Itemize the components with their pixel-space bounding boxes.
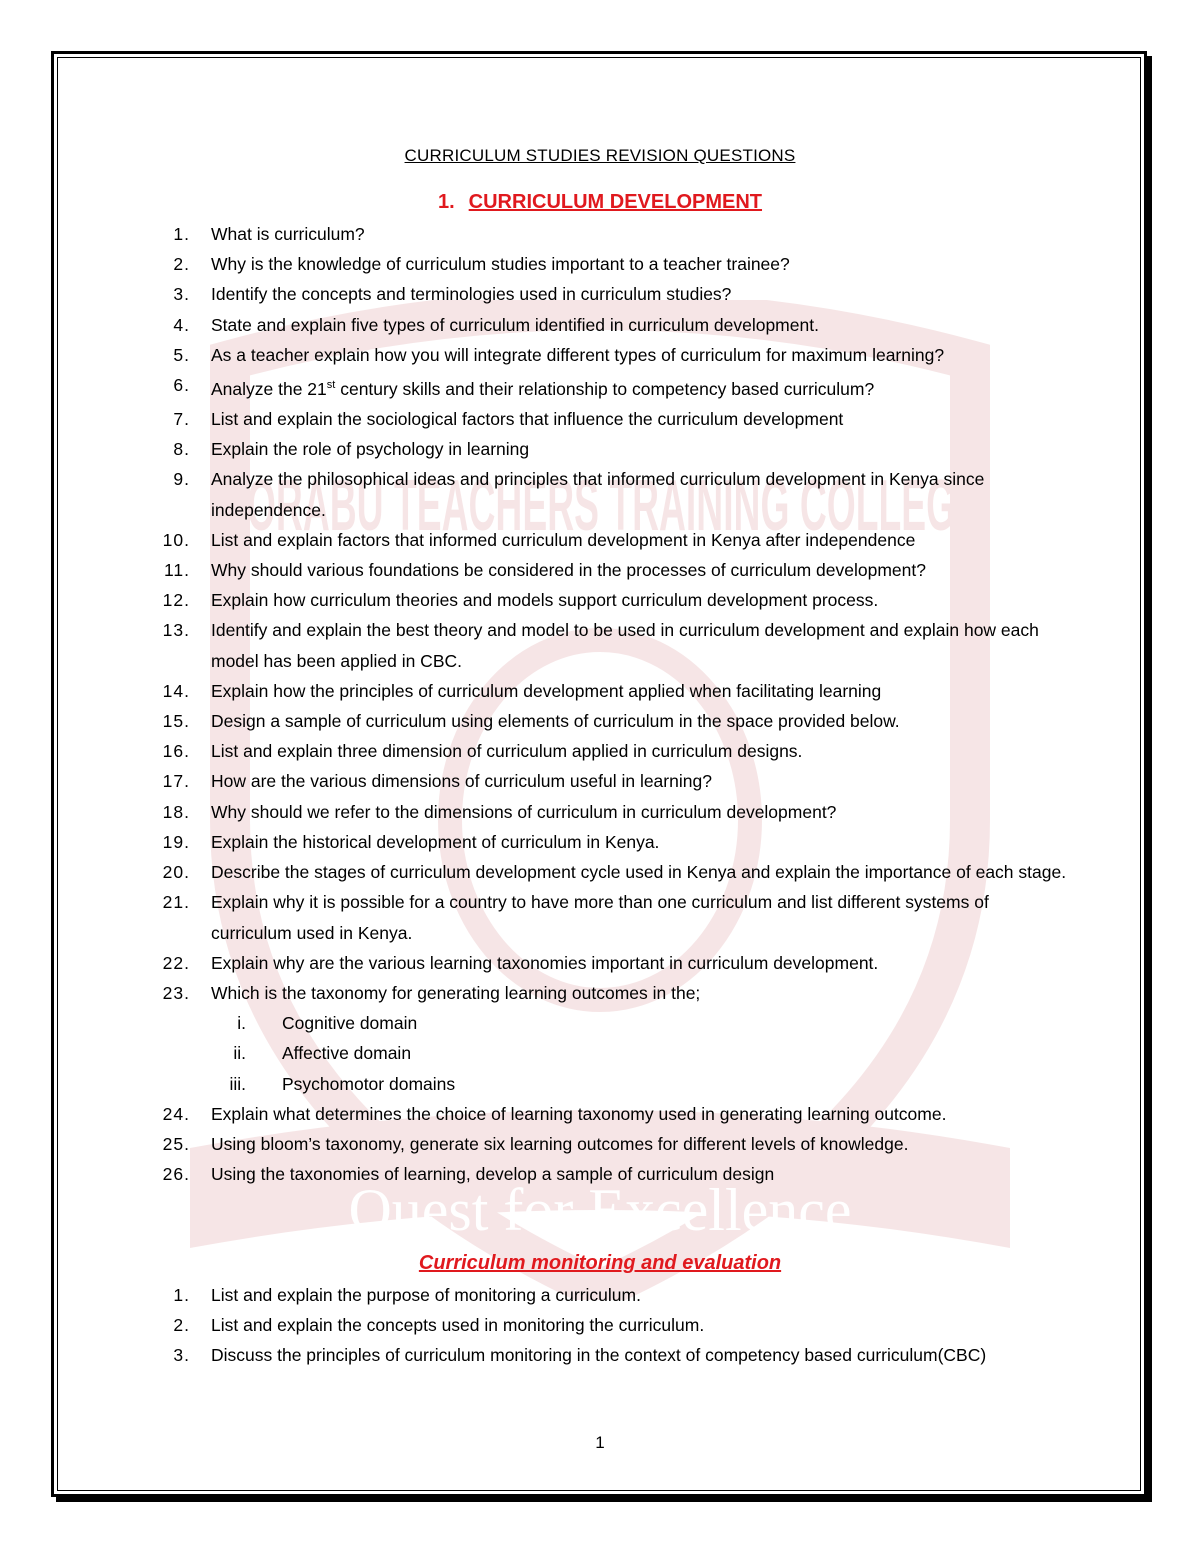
question-number: 12. [162, 590, 190, 611]
question-number: 8. [173, 439, 190, 460]
question-item [0, 1340, 1200, 1370]
question-number: 13. [162, 620, 190, 641]
sub-question-item [0, 1069, 1200, 1099]
question-item [0, 1129, 1200, 1159]
question-text: Why should various foundations be considered in the processes of curriculum development? [211, 560, 926, 581]
question-number: 1. [173, 1285, 190, 1305]
curriculum-development-questions [0, 219, 1200, 1189]
question-number: 16. [162, 741, 190, 762]
question-number: 10. [162, 529, 190, 550]
question-item [0, 464, 1200, 524]
section-heading-curriculum-development [0, 191, 1200, 214]
question-item [0, 676, 1200, 706]
question-text: Identify the concepts and terminologies used in curriculum studies? [211, 284, 732, 305]
question-number: 26. [162, 1164, 190, 1185]
question-item [0, 370, 1200, 404]
question-item [0, 340, 1200, 370]
question-item [0, 279, 1200, 309]
question-item [0, 249, 1200, 279]
question-text: Psychomotor domains [282, 1073, 456, 1094]
question-item [0, 434, 1200, 464]
question-text: Using bloom’s taxonomy, generate six learning outcomes for different levels of knowledge. [211, 1133, 909, 1154]
document-title: CURRICULUM STUDIES REVISION QUESTIONS [404, 146, 796, 165]
question-item [0, 736, 1200, 766]
question-item [0, 525, 1200, 555]
question-number: 6. [173, 375, 190, 396]
question-number: 17. [162, 771, 190, 792]
question-text: List and explain three dimension of curriculum applied in curriculum designs. [211, 741, 803, 762]
question-item [0, 887, 1200, 947]
question-number: 15. [162, 711, 190, 732]
page-number: 1 [595, 1433, 605, 1452]
question-item [0, 585, 1200, 615]
question-item [0, 615, 1200, 675]
question-text: As a teacher explain how you will integrate different types of curriculum for maximum learning? [211, 344, 945, 365]
question-item [0, 1159, 1200, 1189]
question-text: What is curriculum? [211, 224, 365, 244]
question-text: Explain why are the various learning taxonomies important in curriculum development. [211, 952, 879, 973]
question-number: 9. [173, 469, 190, 490]
question-number: 19. [162, 831, 190, 852]
question-number: 5. [173, 344, 190, 365]
question-item [0, 978, 1200, 1008]
question-number: 25. [162, 1133, 190, 1154]
question-text: Analyze the philosophical ideas and principles that informed curriculum development in Kenya since independence. [211, 469, 985, 520]
question-text [211, 370, 1071, 404]
question-text: List and explain factors that informed curriculum development in Kenya after independence [211, 529, 916, 550]
sub-question-item [0, 1008, 1200, 1038]
question-number: 24. [162, 1103, 190, 1124]
watermark-motto: Quest for Excellence [348, 1177, 852, 1243]
question-number: 22. [162, 952, 190, 973]
question-text: List and explain the concepts used in monitoring the curriculum. [211, 1315, 705, 1336]
monitoring-evaluation-questions [0, 1280, 1200, 1371]
question-text: Affective domain [282, 1043, 412, 1064]
question-item [0, 797, 1200, 827]
question-text: State and explain five types of curriculum identified in curriculum development. [211, 314, 819, 335]
question-item [0, 1310, 1200, 1340]
question-text: Which is the taxonomy for generating learning outcomes in the; [211, 982, 701, 1003]
question-item [0, 827, 1200, 857]
question-item [0, 948, 1200, 978]
question-text: Describe the stages of curriculum development cycle used in Kenya and explain the importance of each stage. [211, 862, 1067, 883]
question-number: 7. [173, 409, 190, 430]
question-text: How are the various dimensions of curriculum useful in learning? [211, 771, 712, 792]
question-text: Why should we refer to the dimensions of curriculum in curriculum development? [211, 801, 837, 822]
question-item [0, 404, 1200, 434]
question-text: Using the taxonomies of learning, develop a sample of curriculum design [211, 1164, 775, 1185]
question-text: Explain what determines the choice of learning taxonomy used in generating learning outcome. [211, 1103, 947, 1124]
question-text: Explain why it is possible for a country to have more than one curriculum and list different systems of curriculum used in Kenya. [211, 892, 989, 943]
question-number: 1. [173, 224, 190, 244]
question-item [0, 857, 1200, 887]
watermark-college-name: BORABU TEACHERS TRAINING COLLEGE [220, 466, 980, 546]
question-text: Identify and explain the best theory and model to be used in curriculum development and explain how each model has been applied in CBC. [211, 620, 1039, 671]
question-item [0, 706, 1200, 736]
question-text: Explain the historical development of curriculum in Kenya. [211, 831, 660, 852]
question-number: ii. [233, 1043, 246, 1064]
question-text: List and explain the sociological factors that influence the curriculum development [211, 409, 844, 430]
question-number: 23. [162, 982, 190, 1003]
question-item [0, 1099, 1200, 1129]
question-text: Cognitive domain [282, 1013, 418, 1034]
question-text: Why is the knowledge of curriculum studies important to a teacher trainee? [211, 254, 790, 275]
question-number: 4. [173, 314, 190, 335]
section-heading-monitoring-evaluation: Curriculum monitoring and evaluation [418, 1252, 782, 1274]
question-number: 21. [162, 892, 190, 913]
question-item [0, 555, 1200, 585]
question-number: 3. [173, 1345, 190, 1366]
question-number: 18. [162, 801, 190, 822]
question-number: 11. [163, 560, 190, 581]
question-number: 14. [162, 680, 190, 701]
section-number: 1. [437, 191, 455, 213]
question-number: 2. [173, 254, 190, 275]
question-text-part: century skills and their relationship to competency based curriculum? [335, 378, 875, 399]
question-number: iii. [229, 1073, 246, 1094]
question-number: i. [237, 1013, 246, 1034]
question-text: Explain the role of psychology in learning [211, 439, 530, 460]
sub-question-item [0, 1038, 1200, 1068]
question-item [0, 1280, 1200, 1310]
question-item [0, 766, 1200, 796]
question-number: 2. [173, 1315, 190, 1336]
question-text: Explain how the principles of curriculum development applied when facilitating learning [211, 680, 882, 701]
question-item [0, 310, 1200, 340]
superscript: st [326, 379, 336, 392]
question-text: List and explain the purpose of monitoring a curriculum. [211, 1285, 641, 1305]
question-item [0, 219, 1200, 249]
question-text: Design a sample of curriculum using elements of curriculum in the space provided below. [211, 711, 900, 732]
question-number: 3. [173, 284, 190, 305]
question-text: Discuss the principles of curriculum monitoring in the context of competency based curriculum(CBC) [211, 1345, 987, 1366]
question-number: 20. [162, 862, 190, 883]
question-text-part: Analyze the 21 [211, 378, 327, 399]
section-title: CURRICULUM DEVELOPMENT [468, 191, 763, 213]
question-text: Explain how curriculum theories and models support curriculum development process. [211, 590, 879, 611]
